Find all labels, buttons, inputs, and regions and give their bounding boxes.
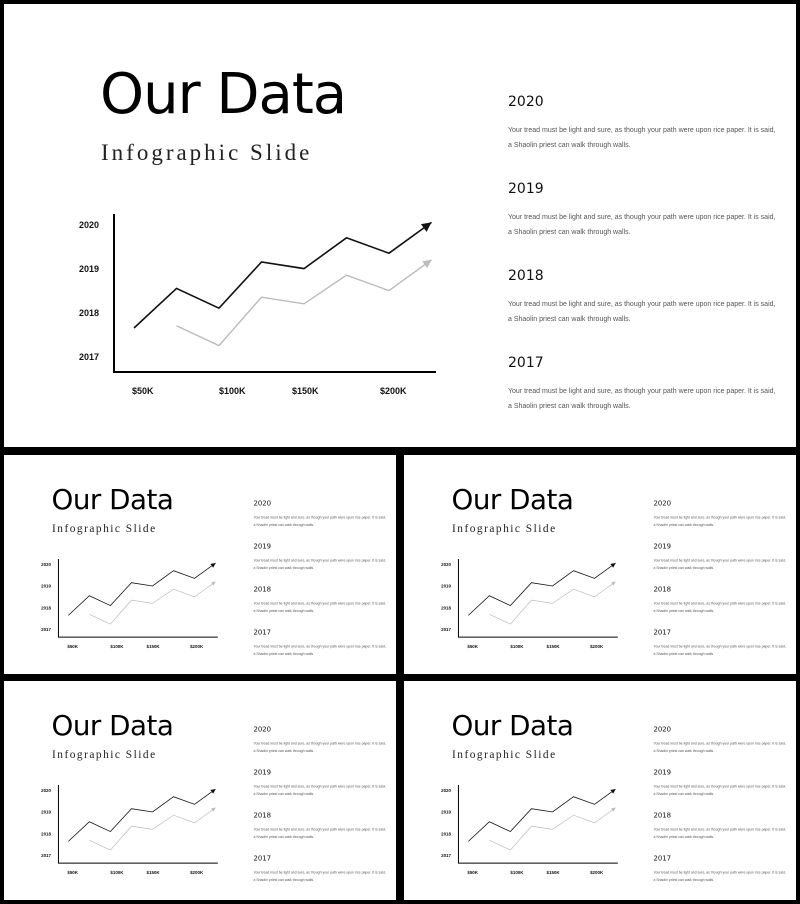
line-chart xyxy=(64,209,444,399)
timeline-item xyxy=(653,629,787,672)
series-line-1 xyxy=(68,789,215,841)
x-tick-label: $200K xyxy=(380,386,407,396)
series-line-1 xyxy=(68,563,215,615)
timeline-year: 2019 xyxy=(653,542,672,551)
timeline-year: 2017 xyxy=(653,854,672,863)
timeline-item xyxy=(253,629,387,672)
x-tick-label: $150K xyxy=(146,870,160,876)
x-tick-label: $200K xyxy=(190,870,204,876)
timeline-text: Your tread must be light and sure, as though your path were upon rice paper. It is said, a Shaolin priest can walk through walls. xyxy=(653,741,786,753)
slide-subtitle: Infographic Slide xyxy=(452,748,557,761)
timeline xyxy=(653,726,787,898)
timeline-item xyxy=(253,726,387,769)
timeline-text: Your tread must be light and sure, as though your path were upon rice paper. It is said, a Shaolin priest can walk through walls. xyxy=(508,388,776,410)
x-tick-label: $50K xyxy=(467,644,478,650)
slide-title: Our Data xyxy=(51,483,174,516)
slide-content xyxy=(4,4,796,447)
series-line-2 xyxy=(489,582,615,624)
timeline-year: 2017 xyxy=(508,355,544,371)
timeline-item xyxy=(653,543,787,586)
timeline-text: Your tread must be light and sure, as though your path were upon rice paper. It is said, a Shaolin priest can walk through walls. xyxy=(253,784,386,796)
y-tick-label: 2018 xyxy=(79,308,100,318)
timeline-text: Your tread must be light and sure, as though your path were upon rice paper. It is said, a Shaolin priest can walk through walls. xyxy=(653,828,786,839)
y-tick-label: 2019 xyxy=(441,583,451,589)
timeline-text: Your tread must be light and sure, as though your path were upon rice paper. It is said, a Shaolin priest can walk through walls. xyxy=(253,871,386,882)
x-tick-label: $50K xyxy=(67,644,78,650)
y-tick-label: 2018 xyxy=(41,831,51,837)
series-line-1 xyxy=(468,563,615,615)
timeline-text: Your tread must be light and sure, as though your path were upon rice paper. It is said, a Shaolin priest can walk through walls. xyxy=(253,645,386,656)
timeline-year: 2019 xyxy=(508,181,544,197)
timeline-item xyxy=(508,355,778,442)
timeline-text: Your tread must be light and sure, as though your path were upon rice paper. It is said, a Shaolin priest can walk through walls. xyxy=(508,214,776,236)
slide-title: Our Data xyxy=(451,709,574,742)
x-tick-label: $50K xyxy=(67,870,78,876)
timeline-year: 2019 xyxy=(653,768,672,777)
timeline-text: Your tread must be light and sure, as though your path were upon rice paper. It is said, a Shaolin priest can walk through walls. xyxy=(253,602,386,613)
y-tick-label: 2020 xyxy=(441,787,451,793)
y-tick-label: 2017 xyxy=(441,853,451,859)
x-tick-labels xyxy=(467,644,604,649)
timeline-year: 2020 xyxy=(653,499,672,508)
timeline-text: Your tread must be light and sure, as though your path were upon rice paper. It is said, a Shaolin priest can walk through walls. xyxy=(253,741,386,753)
slide-content xyxy=(4,455,396,674)
series-line-2 xyxy=(89,808,215,850)
slide-content xyxy=(4,681,396,900)
y-tick-label: 2020 xyxy=(41,561,51,567)
timeline-year: 2020 xyxy=(253,499,272,508)
timeline-text: Your tread must be light and sure, as though your path were upon rice paper. It is said, a Shaolin priest can walk through walls. xyxy=(253,828,386,839)
series-layer xyxy=(468,563,615,624)
timeline-item xyxy=(508,94,778,181)
slide-content xyxy=(404,455,796,674)
line-chart xyxy=(34,556,222,650)
slide-thumbnail-4[interactable] xyxy=(404,681,796,900)
slide-thumbnail-3[interactable] xyxy=(4,681,396,900)
timeline-year: 2017 xyxy=(253,628,272,637)
timeline xyxy=(253,500,387,672)
x-tick-label: $150K xyxy=(546,870,560,876)
timeline-year: 2018 xyxy=(653,811,672,820)
x-tick-label: $100K xyxy=(510,644,524,650)
x-tick-label: $100K xyxy=(219,386,246,396)
slide-main[interactable] xyxy=(4,4,796,447)
series-layer xyxy=(68,789,215,850)
x-tick-label: $200K xyxy=(590,644,604,650)
x-tick-labels xyxy=(67,644,204,649)
x-tick-label: $150K xyxy=(546,644,560,650)
x-tick-labels xyxy=(467,870,604,875)
timeline-item xyxy=(508,181,778,268)
timeline-year: 2020 xyxy=(508,94,544,110)
series-layer xyxy=(134,222,432,345)
series-line-2 xyxy=(89,582,215,624)
timeline-year: 2018 xyxy=(508,268,544,284)
line-chart xyxy=(434,782,622,876)
timeline-text: Your tread must be light and sure, as though your path were upon rice paper. It is said, a Shaolin priest can walk through walls. xyxy=(653,515,786,527)
timeline xyxy=(653,500,787,672)
y-tick-label: 2017 xyxy=(41,853,51,859)
x-tick-label: $150K xyxy=(146,644,160,650)
y-tick-labels xyxy=(441,562,451,632)
x-tick-label: $150K xyxy=(292,386,319,396)
timeline-item xyxy=(253,855,387,898)
y-tick-label: 2019 xyxy=(441,809,451,815)
timeline-text: Your tread must be light and sure, as though your path were upon rice paper. It is said, a Shaolin priest can walk through walls. xyxy=(253,515,386,527)
timeline-item xyxy=(253,812,387,855)
series-layer xyxy=(68,563,215,624)
y-tick-label: 2020 xyxy=(79,220,100,230)
timeline-item xyxy=(253,586,387,629)
y-tick-labels xyxy=(79,220,99,362)
timeline xyxy=(253,726,387,898)
series-line-1 xyxy=(468,789,615,841)
x-tick-label: $100K xyxy=(110,644,124,650)
y-tick-label: 2019 xyxy=(79,264,100,274)
slide-thumbnail-2[interactable] xyxy=(404,455,796,674)
timeline-item xyxy=(653,726,787,769)
y-tick-label: 2018 xyxy=(441,831,451,837)
timeline-text: Your tread must be light and sure, as though your path were upon rice paper. It is said, a Shaolin priest can walk through walls. xyxy=(653,871,786,882)
timeline-year: 2019 xyxy=(253,542,272,551)
series-layer xyxy=(468,789,615,850)
slide-title: Our Data xyxy=(451,483,574,516)
timeline-text: Your tread must be light and sure, as though your path were upon rice paper. It is said, a Shaolin priest can walk through walls. xyxy=(653,645,786,656)
slide-thumbnail-1[interactable] xyxy=(4,455,396,674)
y-tick-label: 2020 xyxy=(41,787,51,793)
y-tick-label: 2019 xyxy=(41,583,51,589)
series-line-2 xyxy=(177,260,432,346)
y-tick-label: 2020 xyxy=(441,561,451,567)
y-tick-label: 2018 xyxy=(441,605,451,611)
y-tick-labels xyxy=(41,788,51,858)
x-tick-label: $100K xyxy=(510,870,524,876)
timeline-year: 2018 xyxy=(253,811,272,820)
y-tick-label: 2019 xyxy=(41,809,51,815)
timeline-text: Your tread must be light and sure, as though your path were upon rice paper. It is said, a Shaolin priest can walk through walls. xyxy=(653,602,786,613)
timeline xyxy=(508,94,778,442)
x-tick-labels xyxy=(67,870,204,875)
timeline-text: Your tread must be light and sure, as though your path were upon rice paper. It is said, a Shaolin priest can walk through walls. xyxy=(653,784,786,796)
x-tick-label: $100K xyxy=(110,870,124,876)
series-line-1 xyxy=(134,222,432,328)
timeline-item xyxy=(253,500,387,543)
slide-subtitle: Infographic Slide xyxy=(52,522,157,535)
slide-title: Our Data xyxy=(100,62,347,127)
x-tick-label: $50K xyxy=(467,870,478,876)
timeline-text: Your tread must be light and sure, as though your path were upon rice paper. It is said, a Shaolin priest can walk through walls. xyxy=(653,558,786,570)
timeline-year: 2018 xyxy=(253,585,272,594)
timeline-item xyxy=(653,500,787,543)
y-tick-label: 2017 xyxy=(79,352,100,362)
series-line-2 xyxy=(489,808,615,850)
slide-subtitle: Infographic Slide xyxy=(452,522,557,535)
timeline-item xyxy=(653,586,787,629)
timeline-text: Your tread must be light and sure, as though your path were upon rice paper. It is said, a Shaolin priest can walk through walls. xyxy=(508,301,776,323)
timeline-year: 2018 xyxy=(653,585,672,594)
line-chart xyxy=(434,556,622,650)
slide-subtitle: Infographic Slide xyxy=(52,748,157,761)
timeline-year: 2019 xyxy=(253,768,272,777)
x-tick-label: $200K xyxy=(190,644,204,650)
timeline-year: 2020 xyxy=(653,725,672,734)
timeline-item xyxy=(508,268,778,355)
timeline-item xyxy=(653,769,787,812)
slide-subtitle: Infographic Slide xyxy=(101,140,313,165)
timeline-year: 2017 xyxy=(653,628,672,637)
timeline-item xyxy=(253,543,387,586)
timeline-year: 2017 xyxy=(253,854,272,863)
y-tick-label: 2017 xyxy=(41,627,51,633)
timeline-item xyxy=(653,812,787,855)
slide-title: Our Data xyxy=(51,709,174,742)
slide-content xyxy=(404,681,796,900)
y-tick-label: 2018 xyxy=(41,605,51,611)
line-chart xyxy=(34,782,222,876)
timeline-text: Your tread must be light and sure, as though your path were upon rice paper. It is said, a Shaolin priest can walk through walls. xyxy=(253,558,386,570)
timeline-year: 2020 xyxy=(253,725,272,734)
timeline-item xyxy=(253,769,387,812)
x-tick-label: $200K xyxy=(590,870,604,876)
x-tick-labels xyxy=(132,386,407,396)
timeline-item xyxy=(653,855,787,898)
y-tick-labels xyxy=(41,562,51,632)
y-tick-labels xyxy=(441,788,451,858)
x-tick-label: $50K xyxy=(132,386,154,396)
y-tick-label: 2017 xyxy=(441,627,451,633)
timeline-text: Your tread must be light and sure, as though your path were upon rice paper. It is said, a Shaolin priest can walk through walls. xyxy=(508,127,776,149)
